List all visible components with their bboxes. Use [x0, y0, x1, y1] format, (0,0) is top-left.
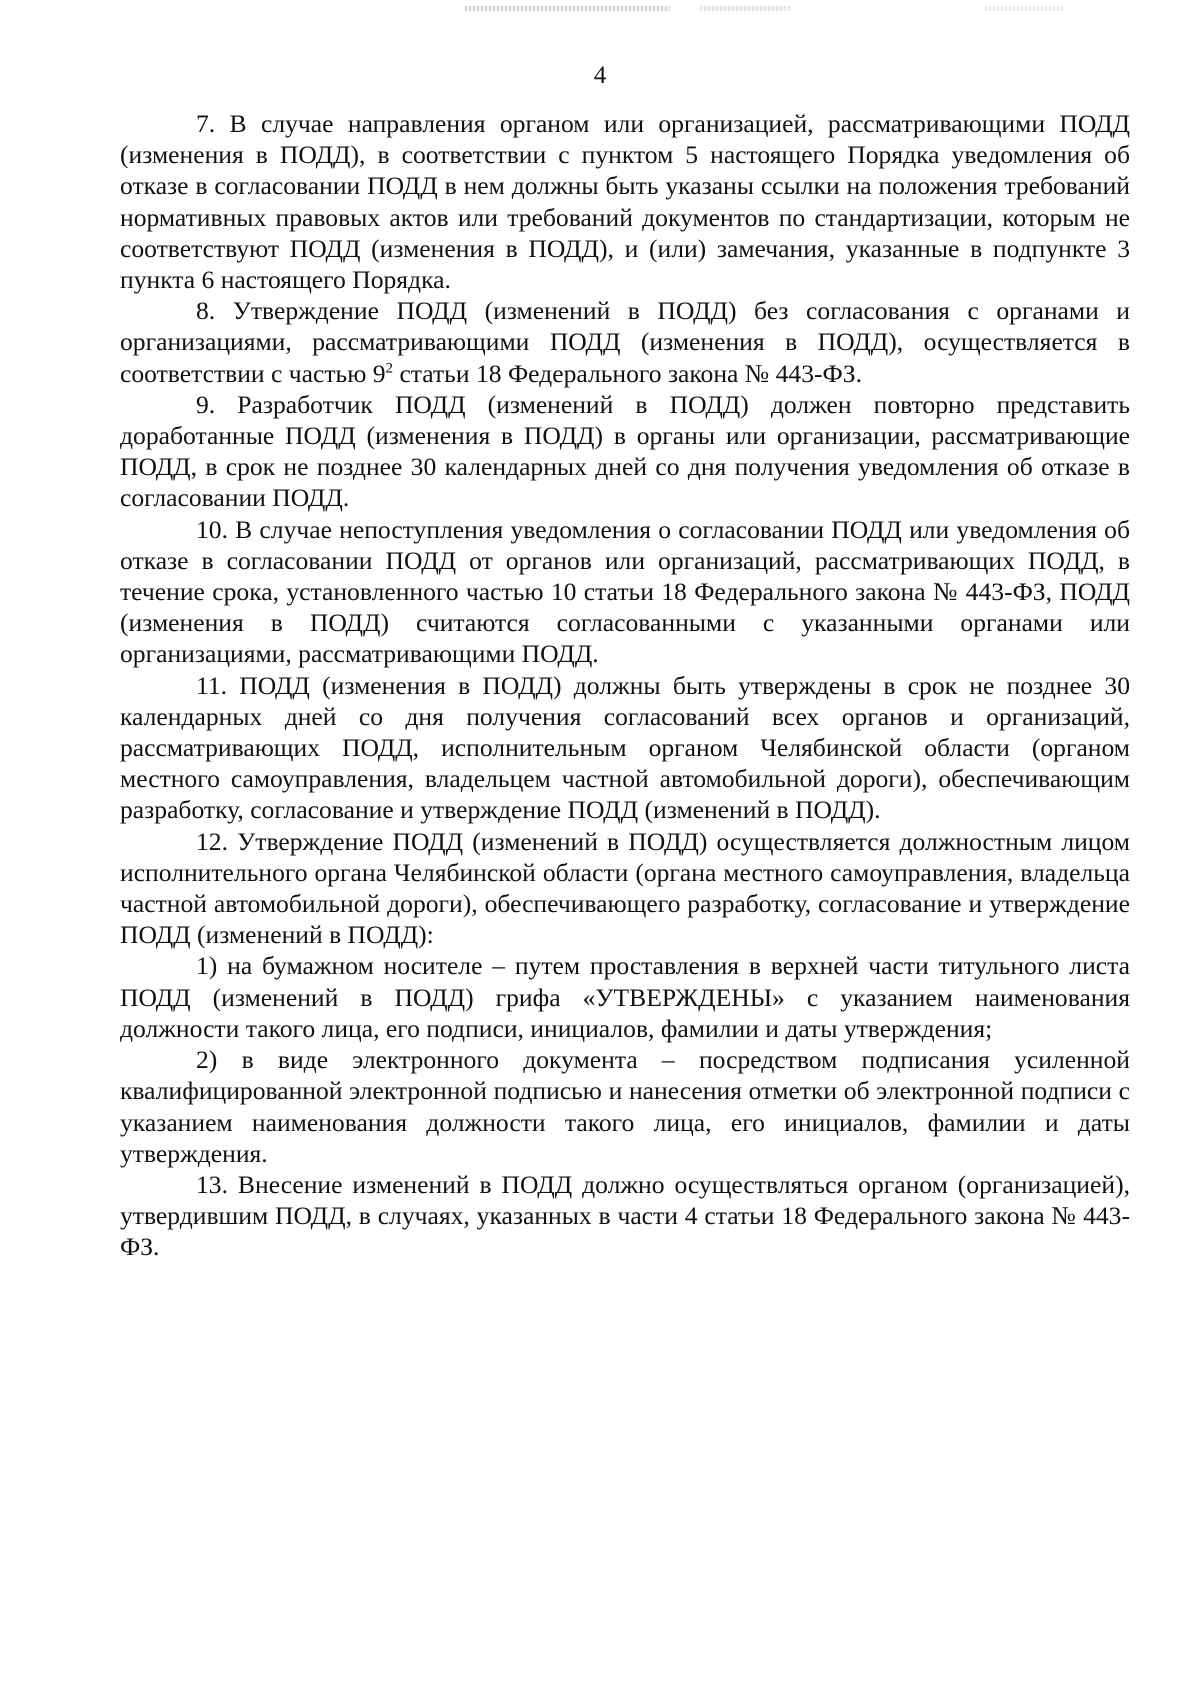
- scan-artifact: [465, 6, 670, 11]
- scan-artifact: [985, 6, 1065, 11]
- paragraph-11: 11. ПОДД (изменения в ПОДД) должны быть утверждены в срок не позднее 30 календарных дней со дня получения согласований всех органов и организаций, рассматривающих ПОДД, исполнительным органом Челябинской области (органом местного самоуправления, владельцем частной автомобильной дороги), обеспечивающим разработку, согласование и утверждение ПОДД (изменений в ПОДД).: [120, 670, 1130, 825]
- paragraph-8-text: 8. Утверждение ПОДД (изменений в ПОДД) без согласования с органами и организациями, рассматривающими ПОДД (изменения в ПОДД), осуществляется в соответствии с частью 9: [120, 296, 1130, 388]
- superscript: 2: [385, 360, 394, 377]
- paragraph-9: 9. Разработчик ПОДД (изменений в ПОДД) должен повторно представить доработанные ПОДД (изменения в ПОДД) в органы или организации, рассматривающие ПОДД, в срок не позднее 30 календарных дней со дня получения уведомления об отказе в согласовании ПОДД.: [120, 389, 1130, 513]
- paragraph-12-item-2: 2) в виде электронного документа – посредством подписания усиленной квалифицированной электронной подписью и нанесения отметки об электронной подписи с указанием наименования должности такого лица, его инициалов, фамилии и даты утверждения.: [120, 1045, 1130, 1168]
- paragraph-8-text-end: статьи 18 Федерального закона № 443-ФЗ.: [393, 358, 862, 388]
- paragraph-12-item-1: 1) на бумажном носителе – путем проставления в верхней части титульного листа ПОДД (изменений в ПОДД) грифа «УТВЕРЖДЕНЫ» с указанием наименования должности такого лица, его подписи, инициалов, фамилии и даты утверждения;: [120, 951, 1130, 1043]
- paragraph-12: 12. Утверждение ПОДД (изменений в ПОДД) осуществляется должностным лицом исполнительного органа Челябинской области (органа местного самоуправления, владельца частной автомобильной дороги), обеспечивающего разработку, согласование и утверждение ПОДД (изменений в ПОДД):: [120, 826, 1130, 950]
- paragraph-7: 7. В случае направления органом или организацией, рассматривающими ПОДД (изменения в ПОДД), в соответствии с пунктом 5 настоящего Порядка уведомления об отказе в согласовании ПОДД в нем должны быть указаны ссылки на положения требований нормативных правовых актов или требований документов по стандартизации, которым не соответствуют ПОДД (изменения в ПОДД), и (или) замечания, указанные в подпункте 3 пункта 6 настоящего Порядка.: [120, 109, 1130, 295]
- document-body: [120, 108, 1130, 1263]
- scan-artifact: [700, 6, 790, 11]
- paragraph-8: [120, 295, 1130, 389]
- page-number: 4: [593, 62, 607, 89]
- paragraph-13: 13. Внесение изменений в ПОДД должно осуществляться органом (организацией), утвердившим ПОДД, в случаях, указанных в части 4 статьи 18 Федерального закона № 443-ФЗ.: [120, 1169, 1130, 1262]
- paragraph-10: 10. В случае непоступления уведомления о согласовании ПОДД или уведомления об отказе в согласовании ПОДД от органов или организаций, рассматривающих ПОДД, в течение срока, установленного частью 10 статьи 18 Федерального закона № 443-ФЗ, ПОДД (изменения в ПОДД) считаются согласованными с указанными органами или организациями, рассматривающими ПОДД.: [120, 514, 1130, 669]
